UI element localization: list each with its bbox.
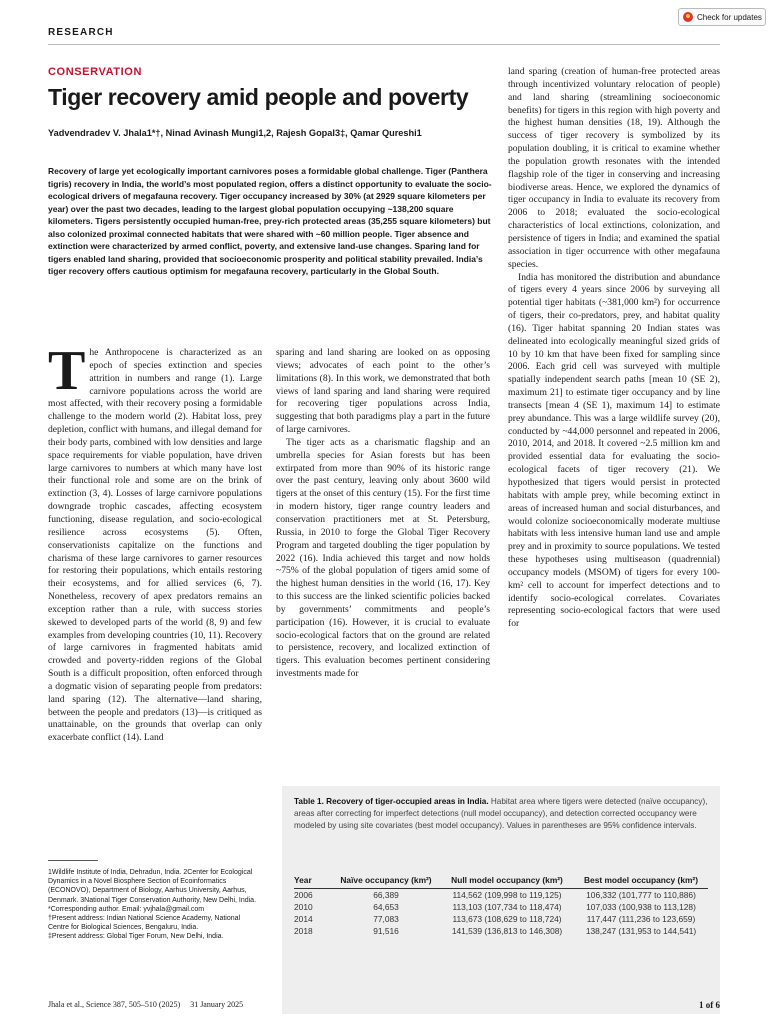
article-title: Tiger recovery amid people and poverty (48, 84, 469, 110)
body-column-1 (48, 340, 262, 745)
table-caption-body: Habitat area where tigers were detected (naïve occupancy), areas after correcting for imperfect detections (null model occupancy), and detection corrected occupancy were modeled by using site covariates (best model occupancy). Values in parentheses are 95% confidence intervals. (294, 797, 708, 830)
table-cell: 77,083 (373, 914, 399, 924)
table-header-row (294, 873, 708, 889)
present-address-footnote: †Present address: Indian National Science Academy, National Centre for Biological Sciences, Bengaluru, India. (48, 915, 241, 932)
table-cell: 64,653 (373, 902, 399, 912)
table-cell: 2006 (294, 890, 313, 900)
table-cell: 2018 (294, 926, 313, 936)
section-label: RESEARCH (48, 27, 114, 38)
body-column-2 (276, 347, 490, 681)
column-header: Null model occupancy (km²) (440, 873, 574, 889)
table-caption-title: Table 1. Recovery of tiger-occupied areas in India. (294, 797, 489, 806)
table-row (294, 901, 708, 913)
author-list: Yadvendradev V. Jhala1*†, Ninad Avinash Mungi1,2, Rajesh Gopal3‡, Qamar Qureshi1 (48, 128, 422, 138)
table-cell: 113,673 (108,629 to 118,724) (452, 914, 562, 924)
table-row (294, 889, 708, 902)
table-cell: 91,516 (373, 926, 399, 936)
corresponding-author-footnote: *Corresponding author. Email: yvjhala@gmail.com (48, 905, 205, 913)
paragraph: India has monitored the distribution and abundance of tigers every 4 years since 2006 by surveying all potential tiger habitats (~381,000 km²) for occurrence of tigers, their co-predators, prey, and habitat quality (16). Tiger habitat spanning 20 Indian states was delineated into ecologically meaningful sized grids of 10 by 10 km that have been fixed for sampling since 2006. Each grid cell was surveyed with multiple spatially independent search paths [mean 10 (SE 2), maximum 21] to estimate tiger occupancy and by line transects [mean 4 (SE 1), maximum 14] to estimate prey abundance. This was a large wildlife survey (20), conducted by ~44,000 personnel and repeated in 2006, 2010, 2014, and 2018. It covered ~2.5 million km and provided essential data for evaluating the socio-ecological facets of tiger recovery (21). We hypothesized that tigers would persist in protected habitats with ample prey, while becoming extinct in areas of increased human and social disturbances, and would colonize socioeconomically moderate multiuse habitats with less intensive human land use and ample prey and in proximity to source populations. We tested these hypotheses using multiseason (quadrennial) occupancy models (MSOM) of tigers for every 100-km² cell to account for imperfect detections and to identify socio-ecological correlates. Covariates representing socio-ecological factors that were used for (508, 271, 720, 630)
page-number: 1 of 6 (699, 1000, 720, 1010)
footnotes (48, 868, 262, 942)
table-row (294, 913, 708, 925)
check-for-updates-button[interactable] (678, 8, 766, 26)
drop-cap: T (48, 340, 86, 402)
table-cell: 106,332 (101,777 to 110,886) (586, 890, 696, 900)
body-column-3 (508, 66, 720, 631)
table-cell: 138,247 (131,953 to 144,541) (585, 926, 697, 936)
crossmark-icon (683, 12, 693, 22)
footnote-rule (48, 860, 98, 861)
header-rule (48, 44, 720, 45)
paragraph: sparing and land sharing are looked on as opposing views; advocates of each point to the other’s limitations (8). In this work, we demonstrated that both views of land sparing and land sharing were required for recovering tiger populations across India, suggesting that both paradigms play a part in the future of large carnivores. (276, 347, 490, 436)
check-for-updates-label: Check for updates (697, 12, 762, 22)
column-header: Year (294, 873, 332, 889)
table-cell: 113,103 (107,734 to 118,474) (452, 902, 562, 912)
column-header: Naïve occupancy (km²) (332, 873, 440, 889)
article-kicker: CONSERVATION (48, 66, 142, 78)
table-cell: 114,562 (109,998 to 119,125) (452, 890, 562, 900)
column-header: Best model occupancy (km²) (574, 873, 708, 889)
paragraph: The tiger acts as a charismatic flagship and an umbrella species for Asian forests but has been extirpated from more than 90% of its historic range over the past century, leaving only about 3600 wild tigers at the onset of this century (15). For the first time in modern history, tiger range country leaders and conservation practitioners met at St. Petersburg, Russia, in 2010 to forge the Global Tiger Recovery Program and targeted doubling the tiger population by 2022 (16). India achieved this target and now holds ~75% of the global population of tigers amid some of the highest human densities in the world (16, 17). Key to this success are the linked scientific policies backed by governments’ commitments and people’s participation (16). However, it is crucial to evaluate socio-ecological factors that on the ground are related to persistence, recovery, and localized extinction of tigers. This evaluation becomes pertinent considering investments made for (276, 436, 490, 680)
table-cell: 107,033 (100,938 to 113,128) (586, 902, 696, 912)
affiliations-footnote: 1Wildlife Institute of India, Dehradun, India. 2Center for Ecological Dynamics in a Novel Biosphere Section of Ecoinformatics (ECONOVO), Department of Biology, Aarhus University, Aarhus, Denmark. 3National Tiger Conservation Authority, New Delhi, India. (48, 869, 257, 904)
paragraph: he Anthropocene is characterized as an epoch of species extinction and species attrition in numbers and range (1). Large carnivore populations across the world are most affected, with their recovery posing a formidable challenge to the modern world (2). Habitat loss, prey depletion, conflict with humans, and illegal demand for their body parts, combined with low densities and large space requirements for viable population, have driven large carnivores to numbers at which many have lost their functional role and some are on the brink of extinction (3, 4). Losses of large carnivore populations downgrade trophic cascades, affecting ecosystem functioning, disease regulation, and socio-ecological resilience across ecosystems (5). Often, conservationists capitalize on the functions and charisma of these large carnivores to garner resources for restoring their populations, which entails restoring their ecosystems, and for allied services (6, 7). Nonetheless, recovery of apex predators remains an exception rather than a rule, with success stories skewed to developed parts of the world (8, 9) and few examples from developing countries (10, 11). Recovery of large carnivores in fragmented habitats amid crowded and poverty-ridden regions of the Global South is a difficult proposition, often enforced through a dogmatic vision of separating people from predators: land sparing (12). The alternative—land sharing, between the people and predators (13)—is critiqued as unattainable, on the grounds that overlap can only exacerbate conflict (14). Land (48, 347, 262, 744)
table-cell: 2010 (294, 902, 313, 912)
abstract: Recovery of large yet ecologically important carnivores poses a formidable global challenge. Tiger (Panthera tigris) recovery in India, the world’s most populated region, offers a distinct opportunity to evaluate the socio-ecological drivers of megafauna recovery. Tiger occupancy increased by 30% (at 2929 square kilometers per year) over the past two decades, leading to the largest global population occupying ~138,200 square kilometers. Tigers persistently occupied human-free, prey-rich protected areas (35,255 square kilometers) but also colonized proximal connected habitats that were shared with ~60 million people. Tiger absence and extinction were characterized by armed conflict, poverty, and extensive land-use changes. Sparing land for tigers enabled land sharing, provided that socioeconomic prosperity and political stability prevailed. India’s tiger recovery offers cautious optimism for megafauna recovery, particularly in the Global South. (48, 166, 492, 276)
occupancy-table (294, 873, 708, 937)
table-cell: 2014 (294, 914, 313, 924)
table-caption (294, 796, 708, 832)
table-cell: 141,539 (136,813 to 146,308) (451, 926, 563, 936)
table-row (294, 925, 708, 937)
table-cell: 117,447 (111,236 to 123,659) (586, 914, 696, 924)
paragraph: land sparing (creation of human-free protected areas through incentivized voluntary relocation of people) and land sharing (streamlining socioeconomic benefits) for tigers in this region with high poverty and the highest human densities (18, 19). Although the success of tiger recovery is symbolized by its population doubling, it is critical to examine whether the population growth resonates with the intended flagship role of the tiger in conserving and increasing biodiverse areas. Hence, we explored the dynamics of tiger occupancy in India to evaluate its recovery from 2006 to 2018; evaluated the socio-ecological characteristics of local extinctions, colonization, and persistence of tigers in India; and examined the spatial association in tiger occurrence with other megafauna species. (508, 66, 720, 270)
present-address-footnote: ‡Present address: Global Tiger Forum, New Delhi, India. (48, 933, 224, 941)
table-cell: 66,389 (373, 890, 399, 900)
footer-citation: Jhala et al., Science 387, 505–510 (2025) 31 January 2025 (48, 1000, 244, 1009)
